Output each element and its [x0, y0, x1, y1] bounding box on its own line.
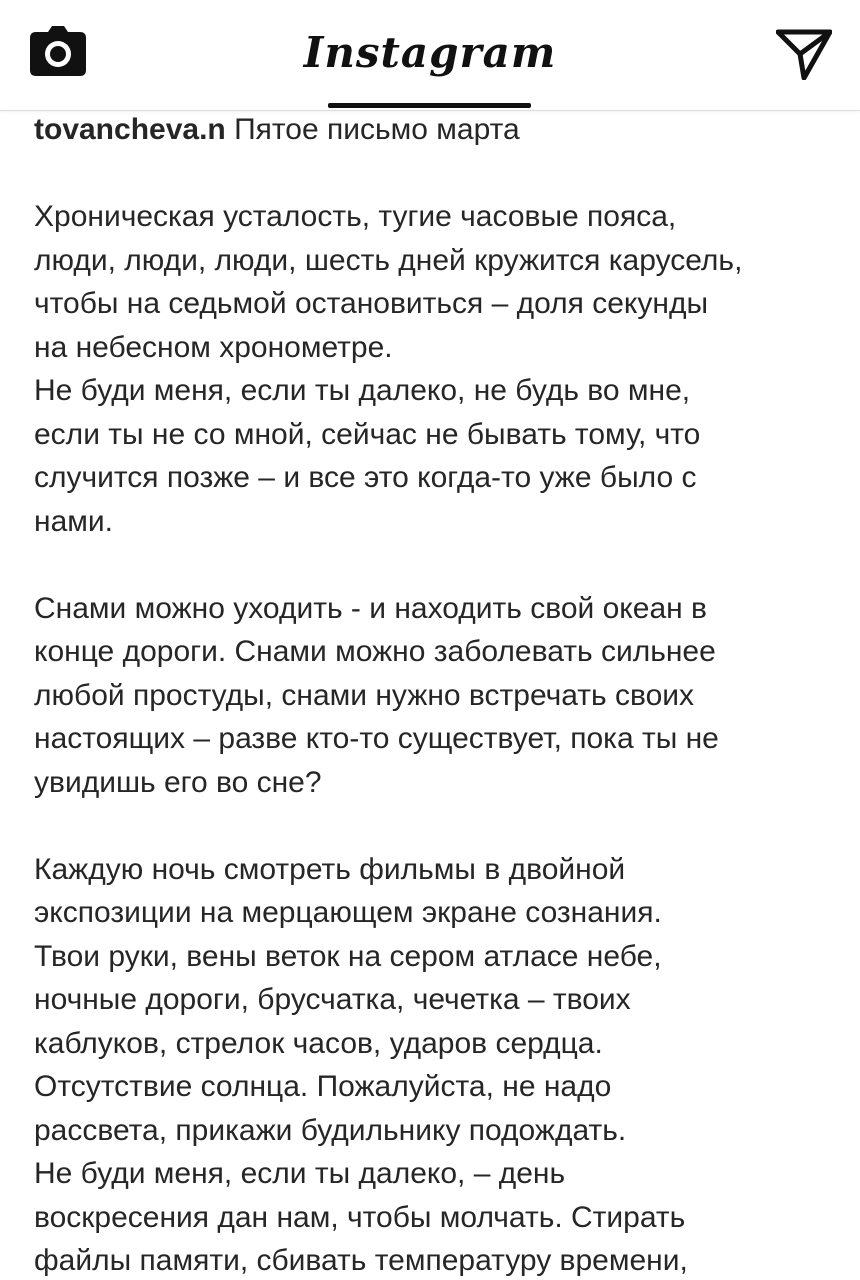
caption-paragraph-2: Снами можно уходить - и находить свой океан в конце дороги. Снами можно заболевать сильнее любой простуды, снами нужно встречать своих настоящих – разве кто-то существует, пока ты не увидишь его во сне? [34, 591, 719, 799]
post-author-username[interactable]: tovancheva.n [34, 113, 226, 146]
caption-header [34, 108, 834, 152]
post-title: Пятое письмо марта [234, 113, 520, 146]
caption-paragraph-1: Хроническая усталость, тугие часовые пояса, люди, люди, люди, шесть дней кружится карусель, чтобы на седьмой остановиться – доля секунды на небесном хронометре. Не буди меня, если ты далеко, не будь во мне, если ты не со мной, сейчас не бывать тому, что случится позже – и все это когда-то уже было с нами. [34, 200, 743, 538]
top-navigation-bar [0, 0, 860, 111]
direct-send-icon[interactable] [776, 28, 832, 80]
paragraph-spacer [34, 152, 834, 196]
caption-paragraph-3: Каждую ночь смотреть фильмы в двойной экспозиции на мерцающем экране сознания. Твои руки, вены веток на сером атласе небе, ночные дороги, брусчатка, чечетка – твоих каблуков, стрелок часов, ударов сердца. Отсутствие солнца. Пожалуйста, не надо рассвета, прикажи будильнику подождать. Не буди меня, если ты далеко, – день воскресения дан нам, чтобы молчать. Стирать файлы памяти, сбивать температуру времени, [34, 852, 688, 1277]
paragraph-spacer [34, 804, 834, 848]
post-caption [34, 108, 834, 1280]
active-tab-indicator [328, 103, 531, 108]
paragraph-spacer [34, 543, 834, 587]
instagram-logo[interactable]: Instagram [303, 28, 557, 77]
camera-icon[interactable] [28, 26, 88, 78]
